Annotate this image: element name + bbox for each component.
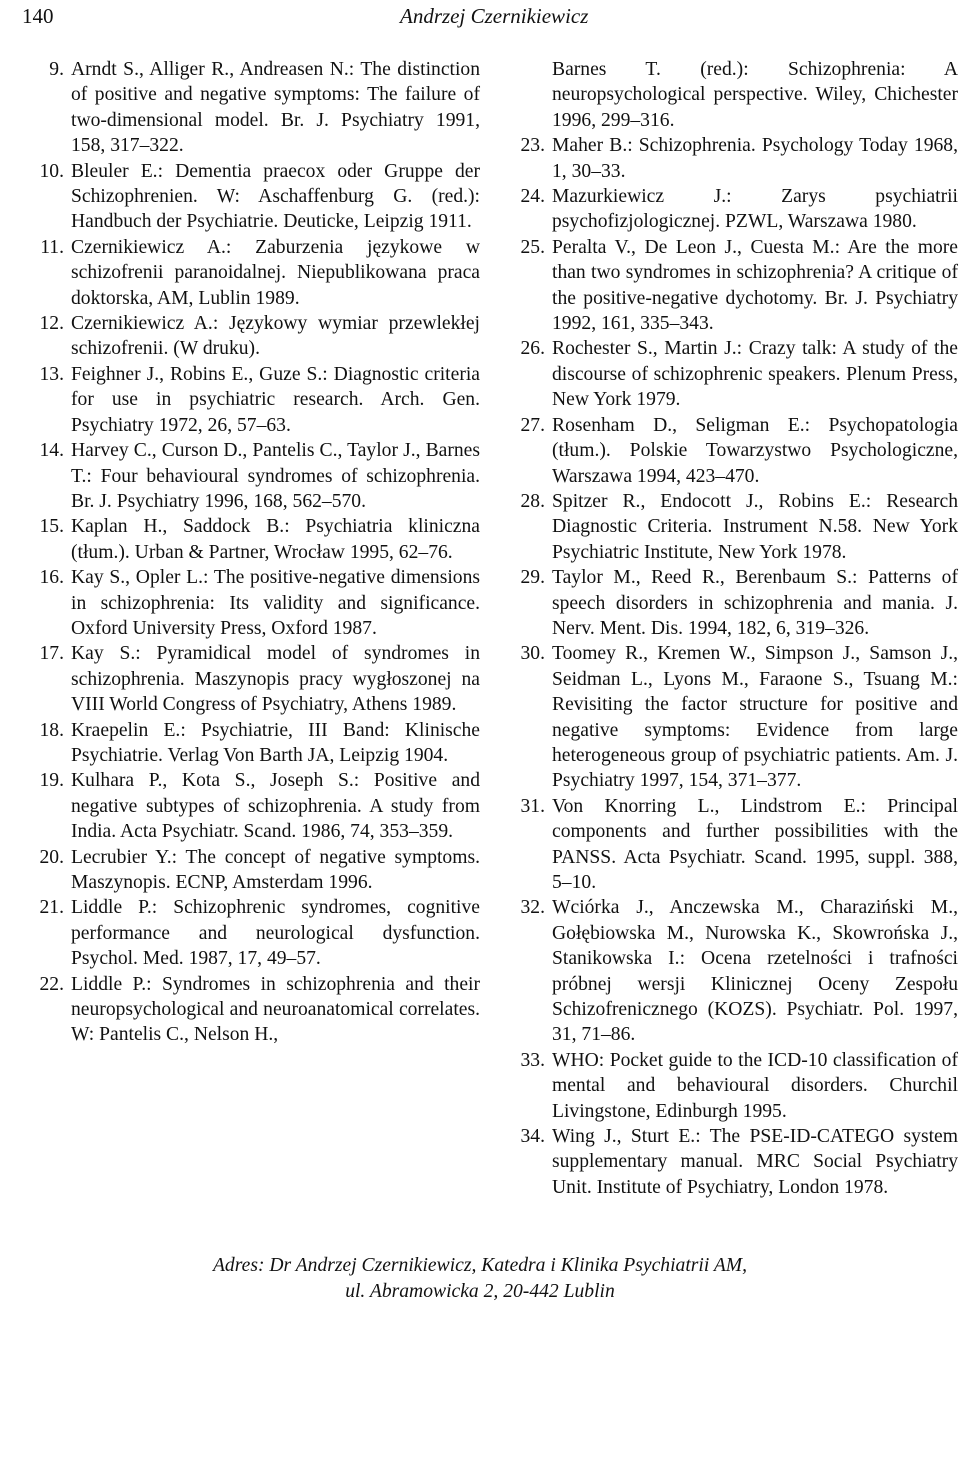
reference-number: 10.: [39, 160, 64, 182]
reference-text: Wciórka J., Anczewska M., Charaziński M., Gołębiowska M., Nurowska K., Skowrońska J., Stanikowska I.: Ocena rzetelności i trafności próbnej wersji Klinicznej Oceny Zespołu Schizofrenicznego (KOZS). Psychiatr. Pol. 1997, 31, 71–86.: [552, 897, 958, 1046]
reference-14: [28, 438, 480, 514]
reference-text: Wing J., Sturt E.: The PSE-ID-CATEGO system supplementary manual. MRC Social Psychiatry Unit. Institute of Psychiatry, London 1978.: [552, 1126, 958, 1198]
reference-number: 22.: [39, 973, 64, 995]
reference-text: Feighner J., Robins E., Guze S.: Diagnostic criteria for use in psychiatric research. Arch. Gen. Psychiatry 1972, 26, 57–63.: [71, 363, 480, 436]
reference-number: 29.: [520, 567, 545, 589]
reference-text: Toomey R., Kremen W., Simpson J., Samson J., Seidman L., Lyons M., Faraone S., Tsuang M.: Revisiting the factor structure for positive and negative symptoms: Evidence from large heterogeneous group of psychiatric patients. Am. J. Psychiatry 1997, 154, 371–377.: [552, 643, 958, 792]
reference-33: [509, 1048, 958, 1124]
reference-text: Kaplan H., Saddock B.: Psychiatria kliniczna (tłum.). Urban & Partner, Wrocław 1995, 62–76.: [71, 516, 480, 563]
reference-10: [28, 159, 480, 235]
reference-text: Arndt S., Alliger R., Andreasen N.: The distinction of positive and negative symptoms: The failure of two-dimensional model. Br. J. Psychiatry 1991, 158, 317–322.: [71, 59, 480, 157]
reference-24: [509, 184, 958, 235]
reference-12: [28, 311, 480, 362]
reference-text: Czernikiewicz A.: Językowy wymiar przewlekłej schizofrenii. (W druku).: [71, 313, 480, 360]
reference-text: Lecrubier Y.: The concept of negative symptoms. Maszynopis. ECNP, Amsterdam 1996.: [71, 846, 480, 893]
reference-text: Kay S., Opler L.: The positive-negative dimensions in schizophrenia: Its validity and significance. Oxford University Press, Oxford 1987.: [71, 567, 480, 639]
reference-text: Kulhara P., Kota S., Joseph S.: Positive and negative subtypes of schizophrenia. A study from India. Acta Psychiatr. Scand. 1986, 74, 353–359.: [71, 770, 480, 843]
reference-text: Peralta V., De Leon J., Cuesta M.: Are the more than two syndromes in schizophrenia? A critique of the positive-negative dychotomy. Br. J. Psychiatry 1992, 161, 335–343.: [552, 236, 958, 335]
reference-text: Kraepelin E.: Psychiatrie, III Band: Klinische Psychiatrie. Verlag Von Barth JA, Leipzig 1904.: [71, 719, 480, 766]
reference-31: [509, 794, 958, 896]
reference-text: Liddle P.: Schizophrenic syndromes, cognitive performance and neurological dysfunction. Psychol. Med. 1987, 17, 49–57.: [71, 897, 480, 970]
reference-text: Kay S.: Pyramidical model of syndromes in schizophrenia. Maszynopis pracy wygłoszonej na VIII World Congress of Psychiatry, Athens 1989.: [71, 643, 480, 716]
reference-text: Bleuler E.: Dementia praecox oder Gruppe der Schizophrenien. W: Aschaffenburg G. (red.): Handbuch der Psychiatrie. Deuticke, Leipzig 1911.: [71, 160, 480, 233]
reference-number: 16.: [39, 567, 64, 589]
reference-number: 15.: [39, 516, 64, 538]
reference-9: [28, 57, 480, 159]
reference-number: 34.: [520, 1126, 545, 1148]
address-line-2: ul. Abramowicka 2, 20-442 Lublin: [345, 1281, 615, 1302]
reference-number: 28.: [520, 490, 545, 512]
reference-text: Barnes T. (red.): Schizophrenia: A neuropsychological perspective. Wiley, Chichester 1996, 299–316.: [552, 59, 958, 131]
reference-34: [509, 1124, 958, 1200]
reference-number: 26.: [520, 338, 545, 360]
reference-text: Mazurkiewicz J.: Zarys psychiatrii psychofizjologicznej. PZWL, Warszawa 1980.: [552, 186, 958, 233]
reference-30: [509, 641, 958, 793]
running-head: Andrzej Czernikiewicz: [400, 4, 589, 28]
reference-number: 24.: [520, 186, 545, 208]
reference-21: [28, 895, 480, 971]
reference-text: Czernikiewicz A.: Zaburzenia językowe w schizofrenii paranoidalnej. Niepublikowana praca doktorska, AM, Lublin 1989.: [71, 236, 480, 309]
reference-number: 20.: [39, 846, 64, 868]
reference-11: [28, 235, 480, 311]
reference-number: 13.: [39, 363, 64, 385]
reference-number: 31.: [520, 795, 545, 817]
reference-number: 12.: [39, 313, 64, 335]
reference-number: 11.: [40, 236, 64, 258]
reference-text: Harvey C., Curson D., Pantelis C., Taylor J., Barnes T.: Four behavioural syndromes of schizophrenia. Br. J. Psychiatry 1996, 168, 562–570.: [71, 440, 480, 512]
reference-25: [509, 235, 958, 337]
reference-text: WHO: Pocket guide to the ICD-10 classification of mental and behavioural disorders. Churchil Livingstone, Edinburgh 1995.: [552, 1049, 958, 1122]
reference-23: [509, 133, 958, 184]
reference-text: Spitzer R., Endocott J., Robins E.: Research Diagnostic Criteria. Instrument N.58. New York Psychiatric Institute, New York 1978.: [552, 490, 958, 563]
reference-22: [28, 972, 480, 1048]
reference-number: 19.: [39, 770, 64, 792]
reference-number: 27.: [520, 414, 545, 436]
reference-number: 23.: [520, 135, 545, 157]
reference-number: 17.: [39, 643, 64, 665]
reference-17: [28, 641, 480, 717]
reference-text: Maher B.: Schizophrenia. Psychology Today 1968, 1, 30–33.: [552, 135, 958, 182]
reference-19: [28, 768, 480, 844]
reference-28: [509, 489, 958, 565]
reference-number: 18.: [39, 719, 64, 741]
reference-18: [28, 718, 480, 769]
page-number: 140: [22, 4, 54, 28]
reference-number: 32.: [520, 897, 545, 919]
references-left-column: [28, 57, 480, 1048]
reference-32: [509, 895, 958, 1047]
references-right-column: [509, 57, 958, 1200]
reference-number: 25.: [520, 236, 545, 258]
reference-number: 14.: [39, 440, 64, 462]
reference-number: 21.: [39, 897, 64, 919]
reference-number: 9.: [49, 59, 64, 80]
reference-text: Von Knorring L., Lindstrom E.: Principal components and further possibilities with the PANSS. Acta Psychiatr. Scand. 1995, suppl. 388, 5–10.: [552, 795, 958, 893]
reference-13: [28, 362, 480, 438]
reference-29: [509, 565, 958, 641]
address-line-1: Adres: Dr Andrzej Czernikiewicz, Katedra i Klinika Psychiatrii AM,: [212, 1255, 748, 1276]
reference-26: [509, 336, 958, 412]
reference-20: [28, 845, 480, 896]
author-address: [0, 1253, 960, 1305]
reference-number: 33.: [520, 1049, 545, 1071]
reference-text: Rochester S., Martin J.: Crazy talk: A study of the discourse of schizophrenic speakers. Plenum Press, New York 1979.: [552, 338, 958, 411]
reference-16: [28, 565, 480, 641]
reference-text: Taylor M., Reed R., Berenbaum S.: Patterns of speech disorders in schizophrenia and mania. J. Nerv. Ment. Dis. 1994, 182, 6, 319–326.: [552, 567, 958, 639]
reference-text: Rosenham D., Seligman E.: Psychopatologia (tłum.). Polskie Towarzystwo Psychologiczne, Warszawa 1994, 423–470.: [552, 414, 958, 487]
reference-number: 30.: [520, 643, 545, 665]
reference-text: Liddle P.: Syndromes in schizophrenia and their neuropsychological and neuroanatomical correlates. W: Pantelis C., Nelson H.,: [71, 973, 480, 1046]
reference-15: [28, 514, 480, 565]
reference-27: [509, 413, 958, 489]
reference-22-continued: [509, 57, 958, 133]
